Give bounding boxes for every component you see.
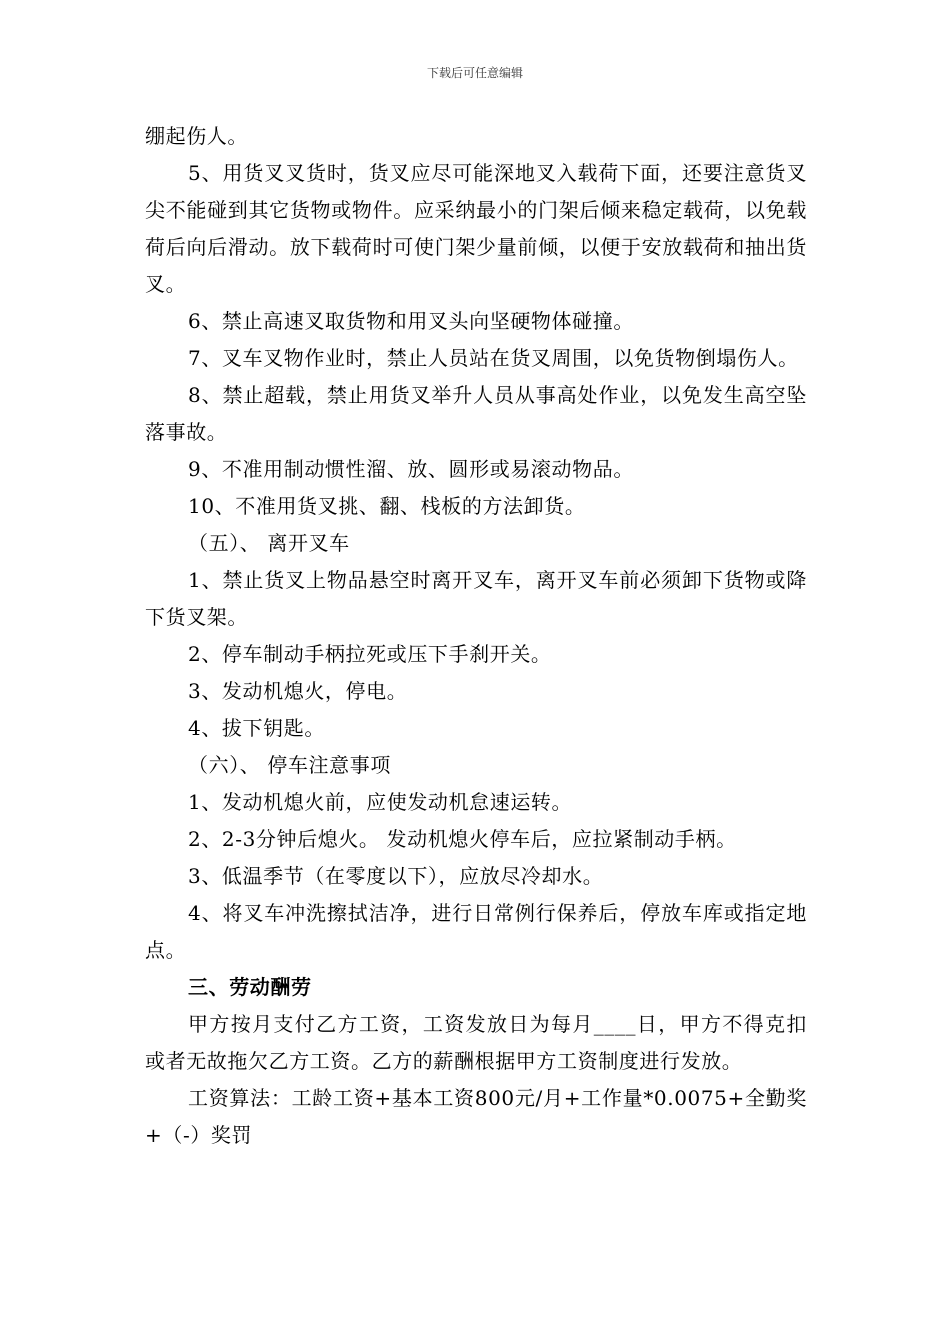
- paragraph: 9、不准用制动惯性溜、放、圆形或易滚动物品。: [188, 457, 634, 481]
- paragraph: 2、2-3分钟后熄火。 发动机熄火停车后，应拉紧制动手柄。: [188, 827, 737, 851]
- subsection-heading: （五）、 离开叉车: [188, 531, 350, 555]
- wage-paragraph: 甲方按月支付乙方工资，工资发放日为每月____日，甲方不得克扣或者无故拖欠乙方工资。乙方的薪酬根据甲方工资制度进行发放。: [145, 1012, 807, 1073]
- paragraph: 10、不准用货叉挑、翻、栈板的方法卸货。: [188, 494, 586, 518]
- wage-formula: 工资算法：工龄工资+基本工资800元/月+工作量*0.0075+全勤奖+（-）奖罚: [145, 1086, 807, 1147]
- paragraph: 2、停车制动手柄拉死或压下手刹开关。: [188, 642, 552, 666]
- paragraph: 6、禁止高速叉取货物和用叉头向坚硬物体碰撞。: [188, 309, 634, 333]
- paragraph: 1、发动机熄火前，应使发动机怠速运转。: [188, 790, 573, 814]
- paragraph: 3、低温季节（在零度以下），应放尽冷却水。: [188, 864, 604, 888]
- subsection-heading: （六）、 停车注意事项: [188, 753, 391, 777]
- paragraph: 4、将叉车冲洗擦拭洁净，进行日常例行保养后，停放车库或指定地点。: [145, 901, 807, 962]
- paragraph: 5、用货叉叉货时，货叉应尽可能深地叉入载荷下面，还要注意货叉尖不能碰到其它货物或物件。应采纳最小的门架后倾来稳定载荷，以免载荷后向后滑动。放下载荷时可使门架少量前倾，以便于安放载荷和抽出货叉。: [145, 161, 807, 296]
- section-heading: 三、劳动酬劳: [188, 975, 312, 999]
- paragraph: 8、禁止超载，禁止用货叉举升人员从事高处作业，以免发生高空坠落事故。: [145, 383, 807, 444]
- paragraph: 1、禁止货叉上物品悬空时离开叉车，离开叉车前必须卸下货物或降下货叉架。: [145, 568, 807, 629]
- paragraph: 4、拔下钥匙。: [188, 716, 325, 740]
- paragraph: 绷起伤人。: [145, 124, 248, 148]
- paragraph: 7、叉车叉物作业时，禁止人员站在货叉周围，以免货物倒塌伤人。: [188, 346, 799, 370]
- document-body: [145, 118, 807, 1154]
- page-header: 下载后可任意编辑: [426, 66, 523, 80]
- paragraph: 3、发动机熄火，停电。: [188, 679, 408, 703]
